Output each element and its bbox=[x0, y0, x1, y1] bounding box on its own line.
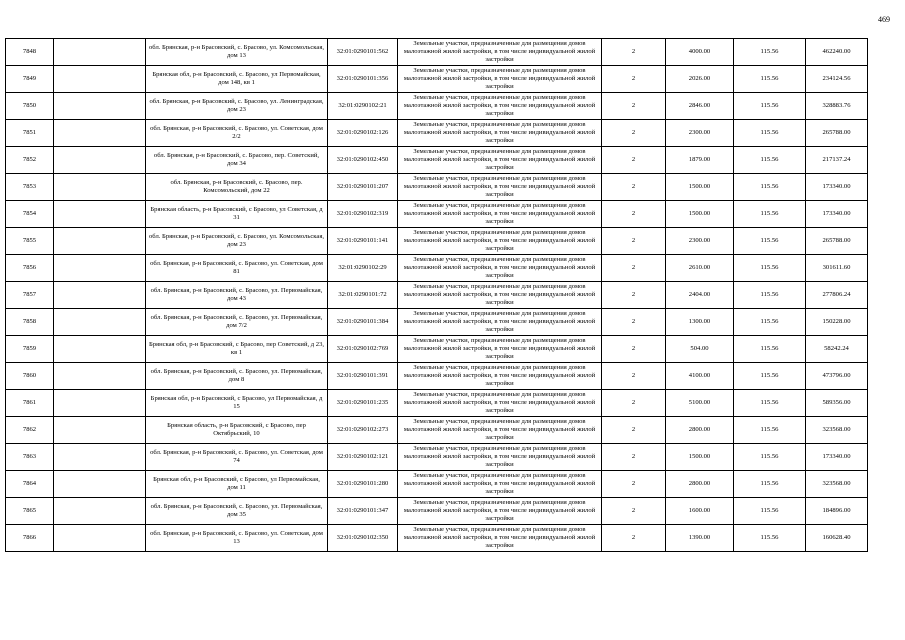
blank-cell bbox=[54, 309, 146, 336]
land-use-cell: Земельные участки, предназначенные для размещения домов малоэтажной жилой застройки, в том числе индивидуальной жилой застройки bbox=[398, 174, 602, 201]
rate-cell: 115.56 bbox=[734, 282, 806, 309]
area-cell: 5100.00 bbox=[666, 390, 734, 417]
category-cell: 2 bbox=[602, 471, 666, 498]
category-cell: 2 bbox=[602, 444, 666, 471]
table-row bbox=[6, 417, 868, 444]
cadastral-number-cell: 32:01:0290101:562 bbox=[328, 39, 398, 66]
land-use-cell: Земельные участки, предназначенные для размещения домов малоэтажной жилой застройки, в том числе индивидуальной жилой застройки bbox=[398, 444, 602, 471]
cadastral-value-cell: 173340.00 bbox=[806, 444, 868, 471]
rate-cell: 115.56 bbox=[734, 444, 806, 471]
cadastral-value-cell: 277806.24 bbox=[806, 282, 868, 309]
rate-cell: 115.56 bbox=[734, 174, 806, 201]
cadastral-number-cell: 32:01:0290102:769 bbox=[328, 336, 398, 363]
blank-cell bbox=[54, 498, 146, 525]
category-cell: 2 bbox=[602, 498, 666, 525]
cadastral-number-cell: 32:01:0290101:356 bbox=[328, 66, 398, 93]
row-number-cell: 7858 bbox=[6, 309, 54, 336]
address-cell: обл. Брянская, р-н Брасовский, с. Брасово, ул. Первомайская, дом 35 bbox=[146, 498, 328, 525]
area-cell: 1500.00 bbox=[666, 174, 734, 201]
cadastral-number-cell: 32:01:0290102:29 bbox=[328, 255, 398, 282]
land-use-cell: Земельные участки, предназначенные для размещения домов малоэтажной жилой застройки, в том числе индивидуальной жилой застройки bbox=[398, 363, 602, 390]
cadastral-number-cell: 32:01:0290102:273 bbox=[328, 417, 398, 444]
table-row bbox=[6, 525, 868, 552]
land-use-cell: Земельные участки, предназначенные для размещения домов малоэтажной жилой застройки, в том числе индивидуальной жилой застройки bbox=[398, 201, 602, 228]
row-number-cell: 7855 bbox=[6, 228, 54, 255]
address-cell: обл. Брянская, р-н Брасовский, с. Брасово, ул. Первомайская, дом 8 bbox=[146, 363, 328, 390]
table-row bbox=[6, 498, 868, 525]
rate-cell: 115.56 bbox=[734, 417, 806, 444]
land-use-cell: Земельные участки, предназначенные для размещения домов малоэтажной жилой застройки, в том числе индивидуальной жилой застройки bbox=[398, 39, 602, 66]
cadastral-number-cell: 32:01:0290102:21 bbox=[328, 93, 398, 120]
address-cell: Брянская обл, р-н Брасовский, с Брасово, ул Первомайская, д 15 bbox=[146, 390, 328, 417]
cadastral-value-cell: 473796.00 bbox=[806, 363, 868, 390]
cadastral-value-cell: 184896.00 bbox=[806, 498, 868, 525]
rate-cell: 115.56 bbox=[734, 309, 806, 336]
rate-cell: 115.56 bbox=[734, 336, 806, 363]
land-use-cell: Земельные участки, предназначенные для размещения домов малоэтажной жилой застройки, в том числе индивидуальной жилой застройки bbox=[398, 498, 602, 525]
address-cell: Брянская обл, р-н Брасовский, с Брасово, ул Первомайская, дом 11 bbox=[146, 471, 328, 498]
area-cell: 2300.00 bbox=[666, 228, 734, 255]
cadastral-number-cell: 32:01:0290102:319 bbox=[328, 201, 398, 228]
table-row bbox=[6, 120, 868, 147]
rate-cell: 115.56 bbox=[734, 39, 806, 66]
area-cell: 2404.00 bbox=[666, 282, 734, 309]
area-cell: 4000.00 bbox=[666, 39, 734, 66]
address-cell: Брянская область, р-н Брасовский, с Брасово, пер Октябрьский, 10 bbox=[146, 417, 328, 444]
area-cell: 4100.00 bbox=[666, 363, 734, 390]
rate-cell: 115.56 bbox=[734, 255, 806, 282]
cadastral-value-cell: 160628.40 bbox=[806, 525, 868, 552]
area-cell: 1600.00 bbox=[666, 498, 734, 525]
address-cell: обл. Брянская, р-н Брасовский, с. Брасово, ул. Первомайская, дом 7/2 bbox=[146, 309, 328, 336]
category-cell: 2 bbox=[602, 309, 666, 336]
page-number: 469 bbox=[878, 15, 890, 24]
address-cell: Брянская обл, р-н Брасовский, с Брасово, пер Советский, д 23, кв 1 bbox=[146, 336, 328, 363]
row-number-cell: 7864 bbox=[6, 471, 54, 498]
row-number-cell: 7849 bbox=[6, 66, 54, 93]
row-number-cell: 7863 bbox=[6, 444, 54, 471]
blank-cell bbox=[54, 471, 146, 498]
blank-cell bbox=[54, 363, 146, 390]
cadastral-value-cell: 58242.24 bbox=[806, 336, 868, 363]
blank-cell bbox=[54, 444, 146, 471]
cadastral-value-cell: 462240.00 bbox=[806, 39, 868, 66]
area-cell: 2800.00 bbox=[666, 417, 734, 444]
row-number-cell: 7860 bbox=[6, 363, 54, 390]
blank-cell bbox=[54, 336, 146, 363]
row-number-cell: 7866 bbox=[6, 525, 54, 552]
row-number-cell: 7862 bbox=[6, 417, 54, 444]
category-cell: 2 bbox=[602, 255, 666, 282]
table-row bbox=[6, 282, 868, 309]
address-cell: обл. Брянская, р-н Брасовский, с. Брасово, ул. Советская, дом 2/2 bbox=[146, 120, 328, 147]
area-cell: 2846.00 bbox=[666, 93, 734, 120]
area-cell: 1879.00 bbox=[666, 147, 734, 174]
blank-cell bbox=[54, 525, 146, 552]
blank-cell bbox=[54, 201, 146, 228]
cadastral-number-cell: 32:01:0290101:72 bbox=[328, 282, 398, 309]
cadastral-number-cell: 32:01:0290102:121 bbox=[328, 444, 398, 471]
rate-cell: 115.56 bbox=[734, 93, 806, 120]
rate-cell: 115.56 bbox=[734, 201, 806, 228]
cadastral-number-cell: 32:01:0290101:207 bbox=[328, 174, 398, 201]
cadastral-value-cell: 323568.00 bbox=[806, 471, 868, 498]
category-cell: 2 bbox=[602, 417, 666, 444]
rate-cell: 115.56 bbox=[734, 120, 806, 147]
table-row bbox=[6, 444, 868, 471]
blank-cell bbox=[54, 120, 146, 147]
address-cell: обл. Брянская, р-н Брасовский, с. Брасово, ул. Советская, дом 81 bbox=[146, 255, 328, 282]
cadastral-value-cell: 173340.00 bbox=[806, 201, 868, 228]
rate-cell: 115.56 bbox=[734, 66, 806, 93]
table-body bbox=[6, 39, 868, 552]
address-cell: обл. Брянская, р-н Брасовский, с. Брасово, ул. Первомайская, дом 43 bbox=[146, 282, 328, 309]
cadastral-number-cell: 32:01:0290102:126 bbox=[328, 120, 398, 147]
address-cell: обл. Брянская, р-н Брасовский, с. Брасово, пер. Советский, дом 34 bbox=[146, 147, 328, 174]
cadastral-number-cell: 32:01:0290101:384 bbox=[328, 309, 398, 336]
blank-cell bbox=[54, 147, 146, 174]
area-cell: 2610.00 bbox=[666, 255, 734, 282]
land-use-cell: Земельные участки, предназначенные для размещения домов малоэтажной жилой застройки, в том числе индивидуальной жилой застройки bbox=[398, 66, 602, 93]
address-cell: обл. Брянская, р-н Брасовский, с. Брасово, ул. Комсомольская, дом 13 bbox=[146, 39, 328, 66]
row-number-cell: 7857 bbox=[6, 282, 54, 309]
cadastral-value-cell: 265788.00 bbox=[806, 120, 868, 147]
table-row bbox=[6, 147, 868, 174]
table-row bbox=[6, 93, 868, 120]
cadastral-value-cell: 150228.00 bbox=[806, 309, 868, 336]
table-row bbox=[6, 390, 868, 417]
cadastral-number-cell: 32:01:0290101:347 bbox=[328, 498, 398, 525]
land-use-cell: Земельные участки, предназначенные для размещения домов малоэтажной жилой застройки, в том числе индивидуальной жилой застройки bbox=[398, 93, 602, 120]
address-cell: обл. Брянская, р-н Брасовский, с. Брасово, ул. Ленинградская, дом 23 bbox=[146, 93, 328, 120]
row-number-cell: 7852 bbox=[6, 147, 54, 174]
category-cell: 2 bbox=[602, 147, 666, 174]
table-row bbox=[6, 201, 868, 228]
blank-cell bbox=[54, 417, 146, 444]
table-row bbox=[6, 66, 868, 93]
land-use-cell: Земельные участки, предназначенные для размещения домов малоэтажной жилой застройки, в том числе индивидуальной жилой застройки bbox=[398, 282, 602, 309]
table-row bbox=[6, 309, 868, 336]
cadastral-number-cell: 32:01:0290101:391 bbox=[328, 363, 398, 390]
cadastral-value-cell: 173340.00 bbox=[806, 174, 868, 201]
row-number-cell: 7850 bbox=[6, 93, 54, 120]
land-use-cell: Земельные участки, предназначенные для размещения домов малоэтажной жилой застройки, в том числе индивидуальной жилой застройки bbox=[398, 120, 602, 147]
rate-cell: 115.56 bbox=[734, 498, 806, 525]
address-cell: обл. Брянская, р-н Брасовский, с. Брасово, пер. Комсомольский, дом 22 bbox=[146, 174, 328, 201]
table-row bbox=[6, 255, 868, 282]
cadastral-value-cell: 234124.56 bbox=[806, 66, 868, 93]
category-cell: 2 bbox=[602, 93, 666, 120]
cadastral-value-cell: 265788.00 bbox=[806, 228, 868, 255]
area-cell: 1500.00 bbox=[666, 444, 734, 471]
category-cell: 2 bbox=[602, 120, 666, 147]
row-number-cell: 7854 bbox=[6, 201, 54, 228]
address-cell: обл. Брянская, р-н Брасовский, с. Брасово, ул. Советская, дом 74 bbox=[146, 444, 328, 471]
cadastral-value-cell: 301611.60 bbox=[806, 255, 868, 282]
blank-cell bbox=[54, 39, 146, 66]
land-use-cell: Земельные участки, предназначенные для размещения домов малоэтажной жилой застройки, в том числе индивидуальной жилой застройки bbox=[398, 228, 602, 255]
table-row bbox=[6, 363, 868, 390]
category-cell: 2 bbox=[602, 66, 666, 93]
land-use-cell: Земельные участки, предназначенные для размещения домов малоэтажной жилой застройки, в том числе индивидуальной жилой застройки bbox=[398, 255, 602, 282]
cadastral-number-cell: 32:01:0290102:350 bbox=[328, 525, 398, 552]
cadastral-number-cell: 32:01:0290102:450 bbox=[328, 147, 398, 174]
rate-cell: 115.56 bbox=[734, 147, 806, 174]
blank-cell bbox=[54, 66, 146, 93]
table-row bbox=[6, 39, 868, 66]
category-cell: 2 bbox=[602, 201, 666, 228]
cadastral-value-cell: 217137.24 bbox=[806, 147, 868, 174]
land-use-cell: Земельные участки, предназначенные для размещения домов малоэтажной жилой застройки, в том числе индивидуальной жилой застройки bbox=[398, 417, 602, 444]
category-cell: 2 bbox=[602, 174, 666, 201]
land-use-cell: Земельные участки, предназначенные для размещения домов малоэтажной жилой застройки, в том числе индивидуальной жилой застройки bbox=[398, 147, 602, 174]
land-registry-table bbox=[5, 38, 868, 552]
address-cell: Брянская область, р-н Брасовский, с Брасово, ул Советская, д 31 bbox=[146, 201, 328, 228]
category-cell: 2 bbox=[602, 336, 666, 363]
cadastral-value-cell: 323568.00 bbox=[806, 417, 868, 444]
land-use-cell: Земельные участки, предназначенные для размещения домов малоэтажной жилой застройки, в том числе индивидуальной жилой застройки bbox=[398, 390, 602, 417]
table-row bbox=[6, 228, 868, 255]
category-cell: 2 bbox=[602, 39, 666, 66]
row-number-cell: 7861 bbox=[6, 390, 54, 417]
cadastral-value-cell: 328883.76 bbox=[806, 93, 868, 120]
area-cell: 2026.00 bbox=[666, 66, 734, 93]
cadastral-value-cell: 589356.00 bbox=[806, 390, 868, 417]
rate-cell: 115.56 bbox=[734, 363, 806, 390]
address-cell: обл. Брянская, р-н Брасовский, с. Брасово, ул. Советская, дом 13 bbox=[146, 525, 328, 552]
category-cell: 2 bbox=[602, 282, 666, 309]
blank-cell bbox=[54, 255, 146, 282]
row-number-cell: 7865 bbox=[6, 498, 54, 525]
blank-cell bbox=[54, 390, 146, 417]
land-use-cell: Земельные участки, предназначенные для размещения домов малоэтажной жилой застройки, в том числе индивидуальной жилой застройки bbox=[398, 309, 602, 336]
area-cell: 2800.00 bbox=[666, 471, 734, 498]
blank-cell bbox=[54, 228, 146, 255]
blank-cell bbox=[54, 93, 146, 120]
land-use-cell: Земельные участки, предназначенные для размещения домов малоэтажной жилой застройки, в том числе индивидуальной жилой застройки bbox=[398, 525, 602, 552]
cadastral-number-cell: 32:01:0290101:235 bbox=[328, 390, 398, 417]
category-cell: 2 bbox=[602, 390, 666, 417]
cadastral-number-cell: 32:01:0290101:280 bbox=[328, 471, 398, 498]
category-cell: 2 bbox=[602, 525, 666, 552]
category-cell: 2 bbox=[602, 228, 666, 255]
row-number-cell: 7856 bbox=[6, 255, 54, 282]
row-number-cell: 7853 bbox=[6, 174, 54, 201]
rate-cell: 115.56 bbox=[734, 228, 806, 255]
table-row bbox=[6, 174, 868, 201]
row-number-cell: 7851 bbox=[6, 120, 54, 147]
area-cell: 1500.00 bbox=[666, 201, 734, 228]
table-row bbox=[6, 336, 868, 363]
area-cell: 1300.00 bbox=[666, 309, 734, 336]
rate-cell: 115.56 bbox=[734, 525, 806, 552]
area-cell: 1390.00 bbox=[666, 525, 734, 552]
category-cell: 2 bbox=[602, 363, 666, 390]
address-cell: обл. Брянская, р-н Брасовский, с. Брасово, ул. Комсомольская, дом 23 bbox=[146, 228, 328, 255]
rate-cell: 115.56 bbox=[734, 471, 806, 498]
cadastral-number-cell: 32:01:0290101:141 bbox=[328, 228, 398, 255]
rate-cell: 115.56 bbox=[734, 390, 806, 417]
area-cell: 2300.00 bbox=[666, 120, 734, 147]
address-cell: Брянская обл, р-н Брасовский, с. Брасово, ул Первомайская, дом 148, кв 1 bbox=[146, 66, 328, 93]
row-number-cell: 7848 bbox=[6, 39, 54, 66]
row-number-cell: 7859 bbox=[6, 336, 54, 363]
land-use-cell: Земельные участки, предназначенные для размещения домов малоэтажной жилой застройки, в том числе индивидуальной жилой застройки bbox=[398, 471, 602, 498]
land-use-cell: Земельные участки, предназначенные для размещения домов малоэтажной жилой застройки, в том числе индивидуальной жилой застройки bbox=[398, 336, 602, 363]
blank-cell bbox=[54, 282, 146, 309]
area-cell: 504.00 bbox=[666, 336, 734, 363]
table-row bbox=[6, 471, 868, 498]
blank-cell bbox=[54, 174, 146, 201]
